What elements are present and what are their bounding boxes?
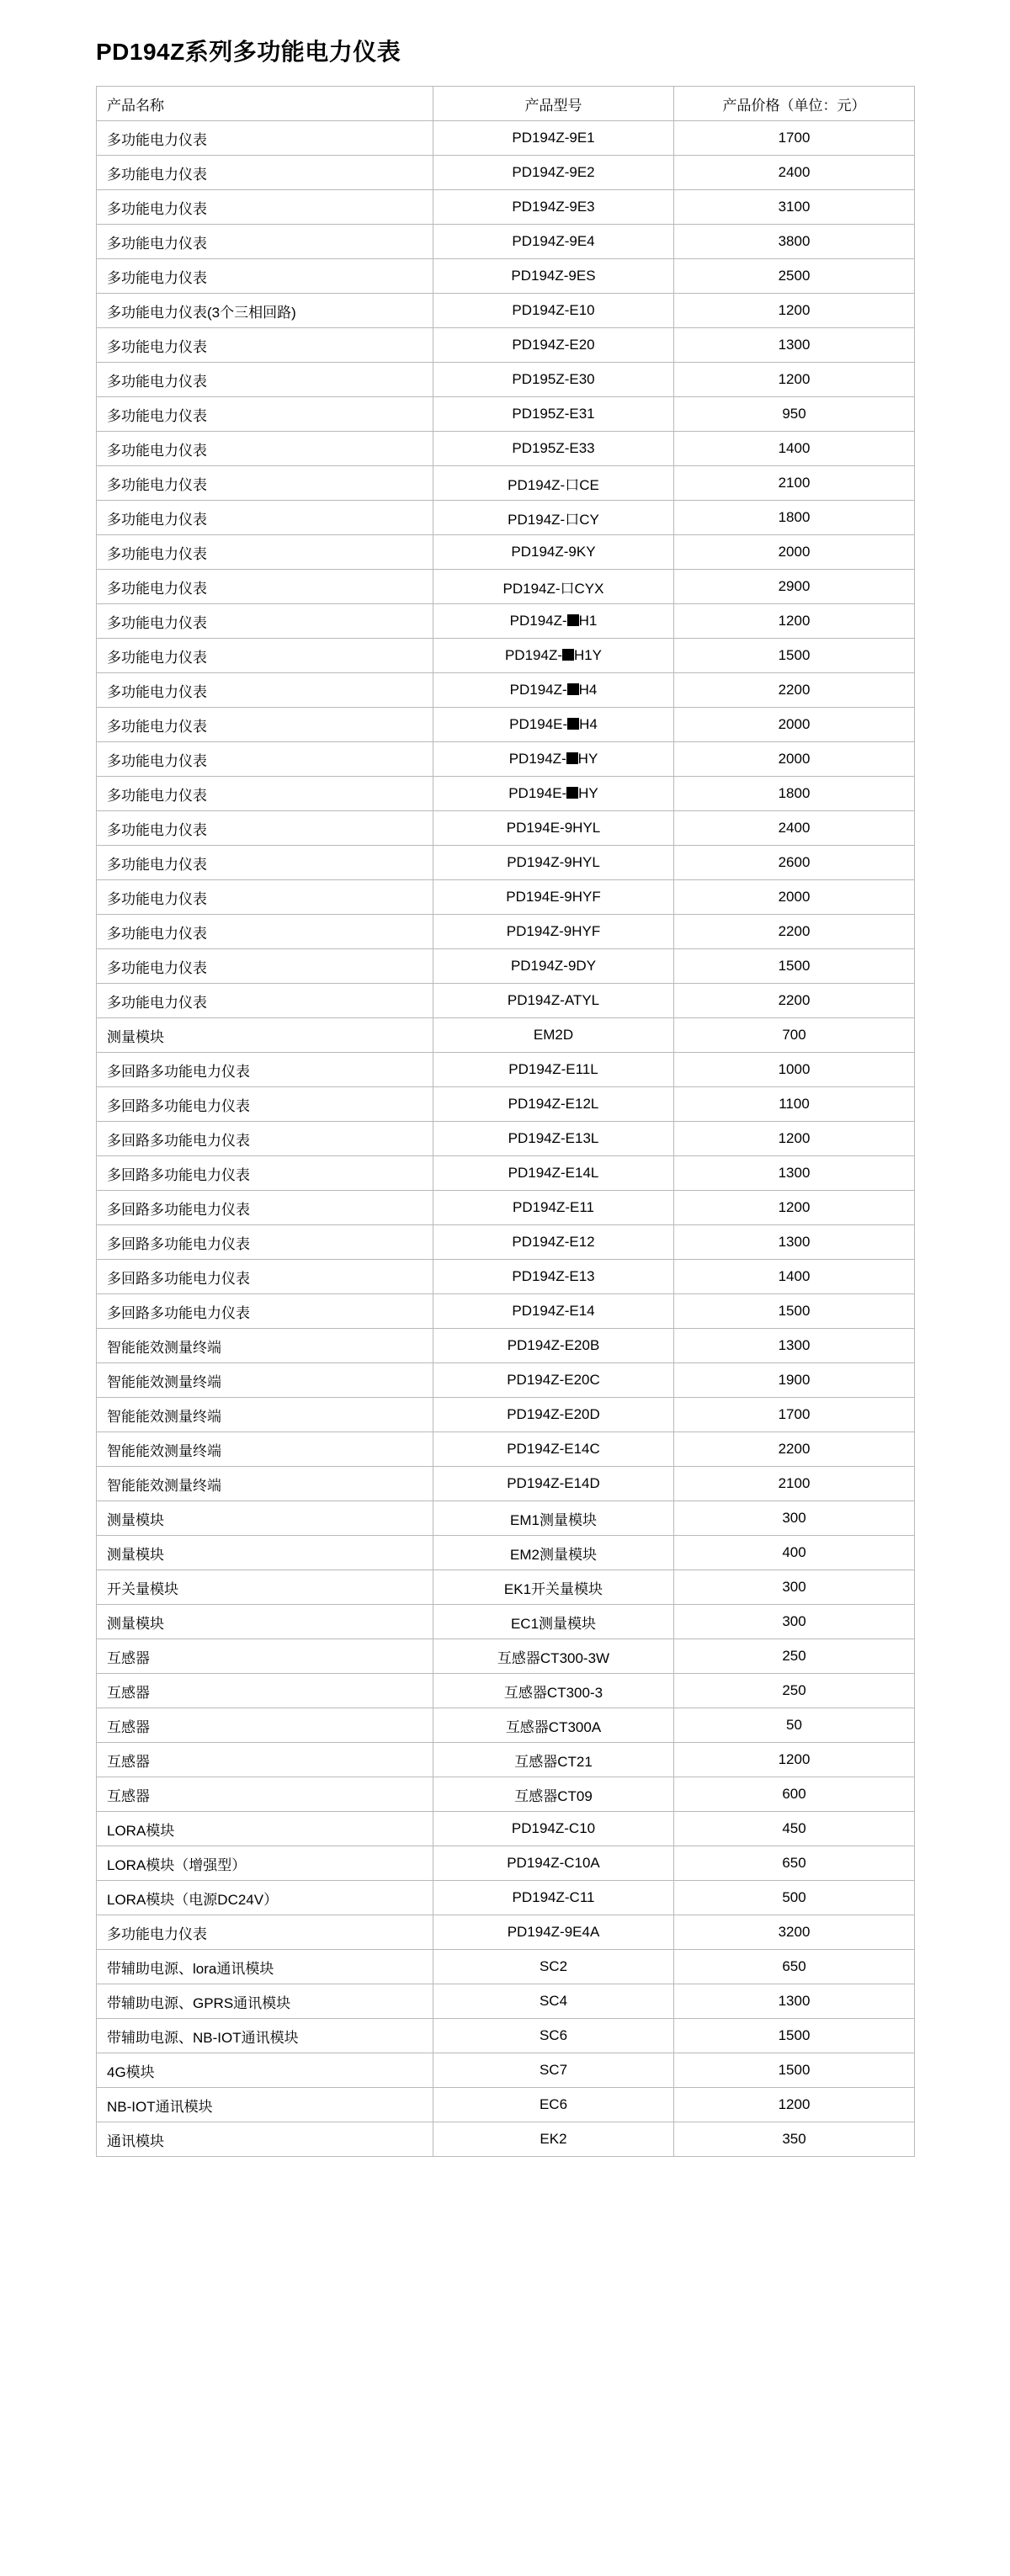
cell-product-price: 1100	[674, 1087, 915, 1122]
table-row	[97, 1156, 915, 1191]
cell-product-price: 2000	[674, 708, 915, 742]
filled-square-glyph	[567, 718, 579, 730]
table-row	[97, 363, 915, 397]
table-row	[97, 397, 915, 432]
cell-product-price: 650	[674, 1846, 915, 1881]
cell-product-name: 多功能电力仪表	[97, 156, 433, 190]
table-row	[97, 915, 915, 949]
cell-product-price: 3100	[674, 190, 915, 225]
cell-product-name: 多功能电力仪表	[97, 846, 433, 880]
table-row	[97, 294, 915, 328]
cell-product-name: 测量模块	[97, 1501, 433, 1536]
table-header-row	[97, 87, 915, 121]
table-row	[97, 1363, 915, 1398]
table-row	[97, 2053, 915, 2088]
cell-product-model: SC7	[433, 2053, 674, 2088]
cell-product-price: 1500	[674, 949, 915, 984]
table-row	[97, 1639, 915, 1674]
cell-product-name: 4G模块	[97, 2053, 433, 2088]
cell-product-model: PD194Z- HY	[433, 742, 674, 777]
cell-product-price: 50	[674, 1708, 915, 1743]
cell-product-price: 1500	[674, 2019, 915, 2053]
cell-product-name: 互感器	[97, 1777, 433, 1812]
table-row	[97, 1536, 915, 1570]
cell-product-price: 1500	[674, 2053, 915, 2088]
table-row	[97, 1122, 915, 1156]
table-row	[97, 259, 915, 294]
cell-product-name: 多回路多功能电力仪表	[97, 1260, 433, 1294]
table-row	[97, 742, 915, 777]
cell-product-name: 多功能电力仪表	[97, 190, 433, 225]
cell-product-price: 650	[674, 1950, 915, 1984]
table-row	[97, 1294, 915, 1329]
cell-product-name: LORA模块（电源DC24V）	[97, 1881, 433, 1915]
cell-product-name: 带辅助电源、GPRS通讯模块	[97, 1984, 433, 2019]
table-row	[97, 604, 915, 639]
cell-product-model: PD194E-9HYF	[433, 880, 674, 915]
cell-product-price: 1300	[674, 1329, 915, 1363]
cell-product-name: 测量模块	[97, 1018, 433, 1053]
cell-product-model: EM1测量模块	[433, 1501, 674, 1536]
cell-product-model: PD194Z-C10A	[433, 1846, 674, 1881]
cell-product-price: 2000	[674, 880, 915, 915]
cell-product-model: PD194Z-9HYL	[433, 846, 674, 880]
table-row	[97, 535, 915, 570]
cell-product-model: PD195Z-E33	[433, 432, 674, 466]
cell-product-price: 2200	[674, 984, 915, 1018]
cell-product-price: 1800	[674, 777, 915, 811]
cell-product-name: 通讯模块	[97, 2122, 433, 2157]
cell-product-price: 2100	[674, 1467, 915, 1501]
cell-product-name: 多功能电力仪表	[97, 121, 433, 156]
table-row	[97, 466, 915, 501]
table-row	[97, 1915, 915, 1950]
table-row	[97, 880, 915, 915]
cell-product-model: EK1开关量模块	[433, 1570, 674, 1605]
cell-product-name: 多回路多功能电力仪表	[97, 1053, 433, 1087]
cell-product-name: 多回路多功能电力仪表	[97, 1191, 433, 1225]
cell-product-price: 2200	[674, 915, 915, 949]
cell-product-name: 智能能效测量终端	[97, 1329, 433, 1363]
cell-product-price: 2600	[674, 846, 915, 880]
cell-product-price: 2400	[674, 811, 915, 846]
cell-product-name: 多功能电力仪表	[97, 742, 433, 777]
table-row	[97, 2019, 915, 2053]
column-header-product-model: 产品型号	[433, 87, 674, 121]
table-row	[97, 673, 915, 708]
cell-product-price: 2200	[674, 673, 915, 708]
filled-square-glyph	[566, 787, 578, 799]
cell-product-model: SC6	[433, 2019, 674, 2053]
cell-product-model: PD194E- H4	[433, 708, 674, 742]
table-row	[97, 328, 915, 363]
cell-product-name: 互感器	[97, 1674, 433, 1708]
cell-product-name: LORA模块	[97, 1812, 433, 1846]
cell-product-price: 1400	[674, 432, 915, 466]
cell-product-price: 300	[674, 1605, 915, 1639]
table-row	[97, 501, 915, 535]
cell-product-model: 互感器CT300-3W	[433, 1639, 674, 1674]
cell-product-model: PD194Z-C11	[433, 1881, 674, 1915]
cell-product-model: PD194Z-E14C	[433, 1432, 674, 1467]
cell-product-model: PD194Z-E13L	[433, 1122, 674, 1156]
cell-product-price: 1900	[674, 1363, 915, 1398]
cell-product-name: 多功能电力仪表	[97, 639, 433, 673]
cell-product-model: EK2	[433, 2122, 674, 2157]
filled-square-glyph	[566, 752, 578, 764]
cell-product-model: PD194Z-9HYF	[433, 915, 674, 949]
cell-product-model: 互感器CT300A	[433, 1708, 674, 1743]
cell-product-model: PD194Z-E20	[433, 328, 674, 363]
cell-product-model: PD194Z-口CY	[433, 501, 674, 535]
table-row	[97, 432, 915, 466]
table-row	[97, 225, 915, 259]
cell-product-model: SC4	[433, 1984, 674, 2019]
cell-product-model: PD194Z-E20C	[433, 1363, 674, 1398]
cell-product-model: 互感器CT09	[433, 1777, 674, 1812]
cell-product-name: 多功能电力仪表	[97, 466, 433, 501]
cell-product-price: 1200	[674, 604, 915, 639]
table-row	[97, 1329, 915, 1363]
cell-product-price: 2900	[674, 570, 915, 604]
page-title: PD194Z系列多功能电力仪表	[96, 39, 401, 65]
cell-product-name: 智能能效测量终端	[97, 1363, 433, 1398]
cell-product-name: 带辅助电源、lora通讯模块	[97, 1950, 433, 1984]
cell-product-price: 1200	[674, 294, 915, 328]
table-row	[97, 1812, 915, 1846]
cell-product-model: PD194Z-ATYL	[433, 984, 674, 1018]
cell-product-price: 3200	[674, 1915, 915, 1950]
cell-product-price: 1200	[674, 363, 915, 397]
cell-product-price: 1200	[674, 1122, 915, 1156]
table-row	[97, 1398, 915, 1432]
table-body	[97, 121, 915, 2157]
cell-product-price: 450	[674, 1812, 915, 1846]
cell-product-name: 互感器	[97, 1708, 433, 1743]
table-row	[97, 1191, 915, 1225]
cell-product-price: 1300	[674, 1984, 915, 2019]
table-row	[97, 1674, 915, 1708]
cell-product-price: 2100	[674, 466, 915, 501]
filled-square-glyph	[567, 614, 579, 626]
column-header-product-price: 产品价格（单位：元）	[674, 87, 915, 121]
cell-product-name: 测量模块	[97, 1605, 433, 1639]
cell-product-name: 智能能效测量终端	[97, 1432, 433, 1467]
table-row	[97, 1087, 915, 1122]
cell-product-model: PD194Z-9E4A	[433, 1915, 674, 1950]
cell-product-model: PD194Z-9DY	[433, 949, 674, 984]
cell-product-model: PD194E-9HYL	[433, 811, 674, 846]
table-row	[97, 1777, 915, 1812]
cell-product-model: PD194Z-9E4	[433, 225, 674, 259]
table-row	[97, 777, 915, 811]
cell-product-price: 2500	[674, 259, 915, 294]
cell-product-name: 带辅助电源、NB-IOT通讯模块	[97, 2019, 433, 2053]
cell-product-model: PD194Z- H4	[433, 673, 674, 708]
cell-product-price: 500	[674, 1881, 915, 1915]
cell-product-model: PD194Z- H1Y	[433, 639, 674, 673]
table-row	[97, 1260, 915, 1294]
table-row	[97, 1501, 915, 1536]
cell-product-name: 多功能电力仪表	[97, 225, 433, 259]
cell-product-model: PD195Z-E31	[433, 397, 674, 432]
cell-product-model: EC6	[433, 2088, 674, 2122]
cell-product-name: 多功能电力仪表	[97, 501, 433, 535]
cell-product-name: 多回路多功能电力仪表	[97, 1087, 433, 1122]
price-table-container	[96, 86, 914, 2157]
cell-product-name: 多功能电力仪表	[97, 363, 433, 397]
table-row	[97, 846, 915, 880]
cell-product-model: PD194Z-E14D	[433, 1467, 674, 1501]
cell-product-price: 1000	[674, 1053, 915, 1087]
cell-product-model: PD194E- HY	[433, 777, 674, 811]
cell-product-name: 多功能电力仪表	[97, 397, 433, 432]
cell-product-model: PD194Z-口CE	[433, 466, 674, 501]
cell-product-price: 1500	[674, 1294, 915, 1329]
cell-product-price: 1300	[674, 328, 915, 363]
cell-product-name: 多功能电力仪表	[97, 673, 433, 708]
cell-product-model: PD194Z-C10	[433, 1812, 674, 1846]
cell-product-model: PD194Z-口CYX	[433, 570, 674, 604]
table-row	[97, 1225, 915, 1260]
cell-product-model: PD194Z-E10	[433, 294, 674, 328]
cell-product-model: PD194Z- H1	[433, 604, 674, 639]
cell-product-model: EC1测量模块	[433, 1605, 674, 1639]
cell-product-name: 多功能电力仪表	[97, 777, 433, 811]
cell-product-name: 智能能效测量终端	[97, 1398, 433, 1432]
cell-product-model: PD194Z-E11L	[433, 1053, 674, 1087]
product-price-table	[96, 86, 915, 2157]
table-row	[97, 1881, 915, 1915]
cell-product-price: 1700	[674, 121, 915, 156]
table-row	[97, 949, 915, 984]
cell-product-name: 测量模块	[97, 1536, 433, 1570]
cell-product-model: PD194Z-E14	[433, 1294, 674, 1329]
cell-product-price: 1200	[674, 2088, 915, 2122]
cell-product-model: PD194Z-E12L	[433, 1087, 674, 1122]
cell-product-name: 多功能电力仪表	[97, 915, 433, 949]
cell-product-name: 多功能电力仪表	[97, 811, 433, 846]
column-header-product-name: 产品名称	[97, 87, 433, 121]
cell-product-name: 多功能电力仪表	[97, 259, 433, 294]
cell-product-price: 1400	[674, 1260, 915, 1294]
cell-product-price: 950	[674, 397, 915, 432]
cell-product-name: 多功能电力仪表(3个三相回路)	[97, 294, 433, 328]
cell-product-price: 2400	[674, 156, 915, 190]
cell-product-price: 250	[674, 1674, 915, 1708]
table-row	[97, 1467, 915, 1501]
table-row	[97, 1743, 915, 1777]
cell-product-price: 300	[674, 1501, 915, 1536]
cell-product-name: 互感器	[97, 1743, 433, 1777]
cell-product-name: 多功能电力仪表	[97, 535, 433, 570]
cell-product-price: 1200	[674, 1743, 915, 1777]
table-header	[97, 87, 915, 121]
table-row	[97, 1950, 915, 1984]
cell-product-model: PD194Z-9E3	[433, 190, 674, 225]
cell-product-price: 1200	[674, 1191, 915, 1225]
cell-product-name: 智能能效测量终端	[97, 1467, 433, 1501]
cell-product-name: 开关量模块	[97, 1570, 433, 1605]
cell-product-name: 多功能电力仪表	[97, 984, 433, 1018]
cell-product-name: 互感器	[97, 1639, 433, 1674]
cell-product-price: 700	[674, 1018, 915, 1053]
table-row	[97, 639, 915, 673]
cell-product-model: EM2D	[433, 1018, 674, 1053]
table-row	[97, 2088, 915, 2122]
cell-product-price: 2200	[674, 1432, 915, 1467]
cell-product-model: 互感器CT21	[433, 1743, 674, 1777]
cell-product-price: 1800	[674, 501, 915, 535]
cell-product-model: SC2	[433, 1950, 674, 1984]
cell-product-price: 300	[674, 1570, 915, 1605]
cell-product-price: 2000	[674, 535, 915, 570]
cell-product-name: 多功能电力仪表	[97, 708, 433, 742]
cell-product-model: PD195Z-E30	[433, 363, 674, 397]
cell-product-name: 多回路多功能电力仪表	[97, 1294, 433, 1329]
cell-product-name: 多回路多功能电力仪表	[97, 1122, 433, 1156]
cell-product-model: PD194Z-E14L	[433, 1156, 674, 1191]
cell-product-price: 400	[674, 1536, 915, 1570]
table-row	[97, 121, 915, 156]
table-row	[97, 1708, 915, 1743]
filled-square-glyph	[567, 683, 579, 695]
cell-product-name: 多功能电力仪表	[97, 1915, 433, 1950]
table-row	[97, 1605, 915, 1639]
table-row	[97, 1570, 915, 1605]
cell-product-name: 多功能电力仪表	[97, 432, 433, 466]
cell-product-price: 3800	[674, 225, 915, 259]
filled-square-glyph	[562, 649, 574, 661]
cell-product-name: 多功能电力仪表	[97, 570, 433, 604]
cell-product-model: PD194Z-9E2	[433, 156, 674, 190]
table-row	[97, 708, 915, 742]
cell-product-model: EM2测量模块	[433, 1536, 674, 1570]
cell-product-name: 多功能电力仪表	[97, 949, 433, 984]
table-row	[97, 190, 915, 225]
cell-product-name: LORA模块（增强型）	[97, 1846, 433, 1881]
table-row	[97, 2122, 915, 2157]
cell-product-model: PD194Z-9ES	[433, 259, 674, 294]
cell-product-model: PD194Z-E12	[433, 1225, 674, 1260]
cell-product-price: 2000	[674, 742, 915, 777]
cell-product-price: 350	[674, 2122, 915, 2157]
cell-product-name: 多回路多功能电力仪表	[97, 1225, 433, 1260]
cell-product-model: PD194Z-E13	[433, 1260, 674, 1294]
cell-product-name: 多功能电力仪表	[97, 880, 433, 915]
cell-product-price: 250	[674, 1639, 915, 1674]
table-row	[97, 1984, 915, 2019]
table-row	[97, 156, 915, 190]
table-row	[97, 570, 915, 604]
cell-product-name: 多功能电力仪表	[97, 328, 433, 363]
cell-product-model: PD194Z-E20B	[433, 1329, 674, 1363]
table-row	[97, 1018, 915, 1053]
cell-product-name: NB-IOT通讯模块	[97, 2088, 433, 2122]
cell-product-price: 1300	[674, 1156, 915, 1191]
table-row	[97, 811, 915, 846]
cell-product-model: PD194Z-E11	[433, 1191, 674, 1225]
cell-product-price: 1700	[674, 1398, 915, 1432]
cell-product-price: 1500	[674, 639, 915, 673]
table-row	[97, 984, 915, 1018]
cell-product-price: 600	[674, 1777, 915, 1812]
cell-product-name: 多功能电力仪表	[97, 604, 433, 639]
table-row	[97, 1053, 915, 1087]
table-row	[97, 1846, 915, 1881]
table-row	[97, 1432, 915, 1467]
cell-product-model: PD194Z-9E1	[433, 121, 674, 156]
cell-product-price: 1300	[674, 1225, 915, 1260]
cell-product-name: 多回路多功能电力仪表	[97, 1156, 433, 1191]
cell-product-model: PD194Z-9KY	[433, 535, 674, 570]
cell-product-model: 互感器CT300-3	[433, 1674, 674, 1708]
cell-product-model: PD194Z-E20D	[433, 1398, 674, 1432]
